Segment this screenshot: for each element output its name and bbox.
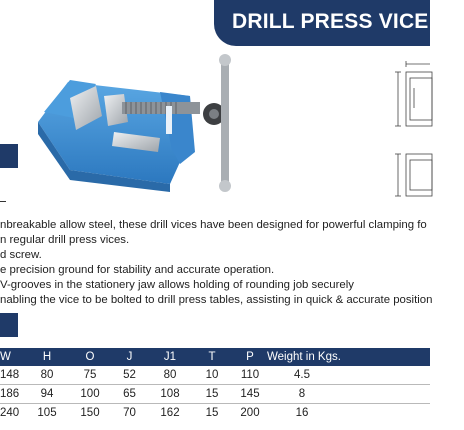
table-cell: 200: [240, 407, 260, 419]
header-cell: H: [42, 351, 52, 363]
page-title: DRILL PRESS VICE DE: [232, 10, 464, 33]
table-cell: 186: [0, 388, 20, 400]
table-cell: 94: [40, 388, 54, 400]
section-tab: [0, 144, 18, 168]
table-cell: 75: [83, 369, 97, 381]
table-cell: 16: [295, 407, 309, 419]
table-cell: 240: [0, 407, 20, 419]
header-cell: P: [246, 351, 254, 363]
divider: [0, 201, 6, 202]
header-cell: T: [208, 351, 216, 363]
table-header: [0, 348, 430, 366]
spec-table: [0, 348, 430, 423]
table-cell: 162: [160, 407, 180, 419]
table-cell: 15: [205, 388, 219, 400]
table-cell: 70: [123, 407, 136, 419]
table-cell: 15: [205, 407, 219, 419]
feature-line: nabling the vice to be bolted to drill press tables, assisting in quick & accurate position: [0, 294, 433, 306]
header-cell: Weight in Kgs.: [267, 351, 341, 363]
table-cell: 145: [240, 388, 260, 400]
header-cell: O: [85, 351, 95, 363]
header-cell: J1: [163, 351, 177, 363]
table-cell: 108: [160, 388, 180, 400]
table-cell: 150: [80, 407, 100, 419]
drill-press-vice-image: [30, 52, 262, 202]
feature-line: V-grooves in the stationery jaw allows holding of rounding job securely: [0, 279, 354, 291]
table-cell: 100: [80, 388, 100, 400]
table-cell: 80: [40, 369, 54, 381]
table-row: [0, 366, 430, 385]
section-tab: [0, 313, 18, 337]
table-cell: 4.5: [294, 369, 310, 381]
table-cell: 80: [163, 369, 177, 381]
table-cell: 10: [205, 369, 219, 381]
table-row: [0, 404, 430, 423]
table-cell: 65: [123, 388, 136, 400]
table-cell: 105: [37, 407, 57, 419]
dimension-drawing: [392, 58, 430, 208]
table-cell: 110: [240, 369, 260, 381]
table-cell: 148: [0, 369, 20, 381]
feature-line: d screw.: [0, 249, 42, 261]
header-cell: W: [0, 351, 11, 363]
feature-list: [0, 218, 433, 308]
table-cell: 8: [298, 388, 306, 400]
header-cell: J: [126, 351, 133, 363]
table-row: [0, 385, 430, 404]
feature-line: nbreakable allow steel, these drill vices have been designed for powerful clamping fo: [0, 219, 427, 231]
feature-line: e precision ground for stability and accurate operation.: [0, 264, 275, 276]
table-cell: 52: [123, 369, 136, 381]
feature-line: n regular drill press vices.: [0, 234, 130, 246]
